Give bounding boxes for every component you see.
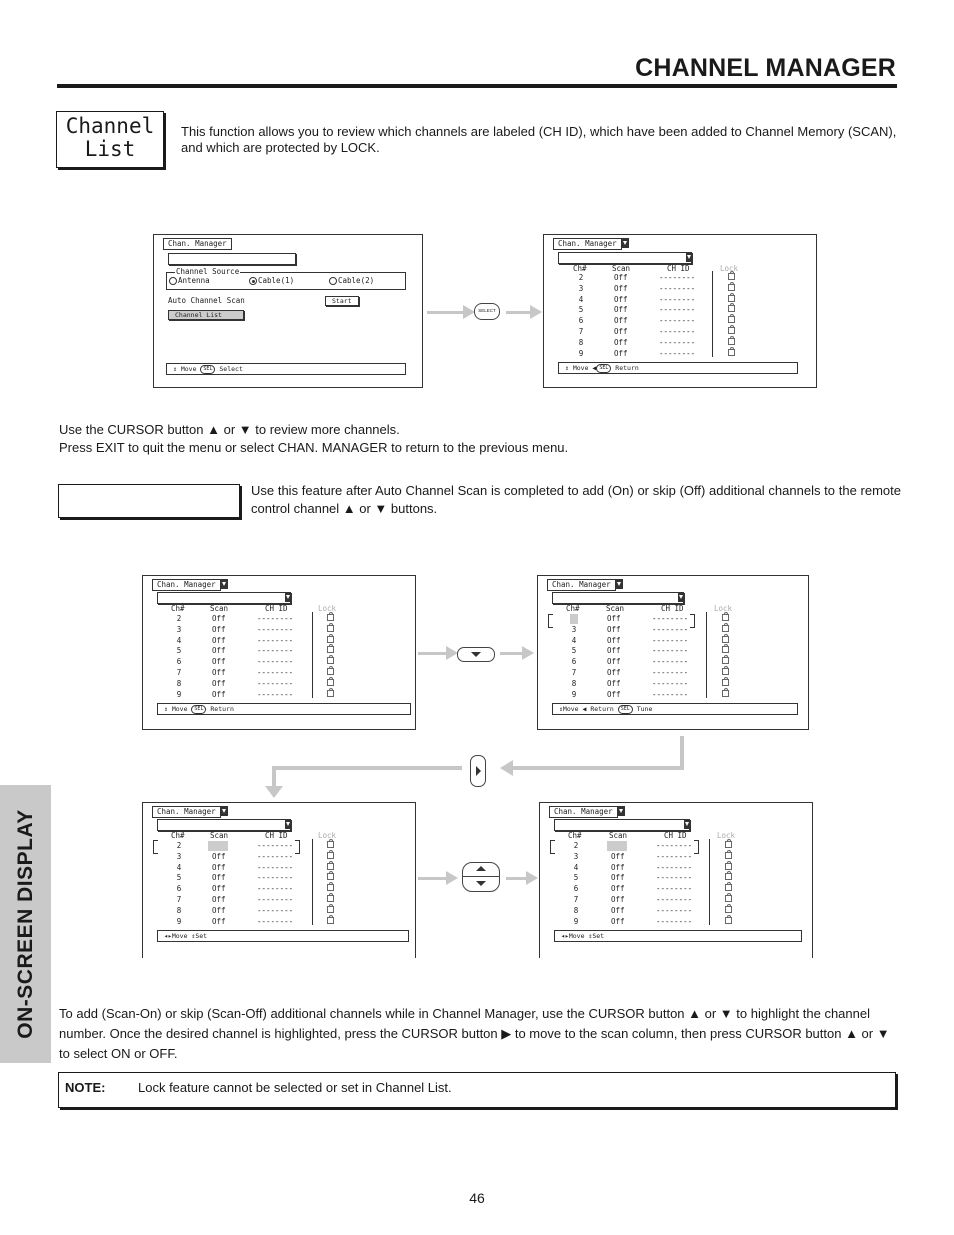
note-text: Lock feature cannot be selected or set in Channel List. [138,1080,452,1095]
channel-number: 9 [573,916,579,926]
channel-row[interactable] [552,679,792,690]
chid-value: -------- [257,614,294,623]
osd-title: Chan. Manager [152,806,221,818]
osd-submenu-bar [554,819,690,831]
chid-value: -------- [652,646,689,656]
osd-submenu-bar [157,592,291,604]
chid-value: -------- [652,667,689,677]
lock-icon [327,636,334,643]
channel-number: 5 [176,646,182,656]
chid-value: -------- [656,894,693,904]
leftright-icon: ◂▸ [164,932,172,940]
lock-icon [327,668,334,675]
channel-number: 7 [573,894,579,904]
channel-row[interactable] [552,614,792,625]
osd-footer: ⇕Move ◀ Return SEL Tune [552,703,798,715]
flow-arrow-right [418,877,448,880]
channel-row[interactable] [554,863,794,874]
channel-row[interactable] [157,873,397,884]
lock-icon [327,917,334,924]
channel-number: 7 [176,894,182,904]
channel-number: 6 [573,884,579,894]
channel-row[interactable] [558,305,798,316]
chid-value: -------- [659,283,696,293]
channel-number [570,614,578,624]
lock-icon [725,884,732,891]
channel-number: 6 [176,657,182,667]
lock-icon [728,284,735,291]
chid-value: -------- [257,862,294,872]
sel-icon: SEL [200,365,215,374]
lock-icon [725,906,732,913]
channel-number: 2 [176,614,182,623]
channel-row[interactable] [554,841,794,852]
sel-icon: SEL [618,705,633,714]
flow-arrow-down [265,786,283,798]
side-tab [0,785,51,1063]
osd-table-header: Ch# Scan CH ID Lock [573,264,739,273]
auto-channel-scan-label: Auto Channel Scan [168,296,245,305]
scan-value: Off [607,678,621,688]
lock-icon [722,668,729,675]
lock-icon [327,863,334,870]
scan-value: Off [212,646,226,656]
chid-value: -------- [659,348,696,358]
osd-screen-scan-select [142,802,416,958]
updown-icon: ⇕ [565,364,569,372]
chid-value: -------- [257,689,294,699]
channel-row[interactable] [558,338,798,349]
channel-number: 4 [571,635,577,645]
channel-number: 6 [571,657,577,667]
channel-row[interactable] [157,668,397,679]
scan-value: Off [611,873,625,883]
updown-icon: ⇕ [191,932,196,940]
osd-footer: ⇕ Move SEL Return [157,703,411,715]
scan-value: Off [611,916,625,926]
chid-value: -------- [257,916,294,926]
cursor-note-line1: Use the CURSOR button ▲ or ▼ to review more channels. [59,422,400,437]
osd-table-header: Ch# Scan CH ID Lock [568,831,736,840]
osd-submenu-bar [168,253,296,265]
chid-value: -------- [659,305,696,315]
channel-row[interactable] [157,917,397,928]
chid-value: -------- [656,841,693,850]
channel-row[interactable] [554,906,794,917]
lock-icon [327,646,334,653]
scan-value: Off [607,667,621,677]
cursor-instructions [59,421,909,457]
channel-row[interactable] [157,690,397,701]
channel-number: 2 [578,273,584,282]
channel-number: 3 [176,851,182,861]
lock-icon [728,273,735,280]
chid-value: -------- [659,316,696,326]
lock-icon [728,305,735,312]
channel-row[interactable] [157,863,397,874]
channel-row[interactable] [558,284,798,295]
channel-number: 4 [176,862,182,872]
radio-antenna[interactable] [169,277,177,285]
cursor-down-button-icon [457,647,495,662]
lock-icon [327,614,334,621]
channel-list-button[interactable]: Channel List [168,310,244,320]
lock-icon [722,614,729,621]
scan-value: Off [614,283,628,293]
updown-icon: ⇕ [588,932,593,940]
chid-value: -------- [257,678,294,688]
channel-row[interactable] [552,636,792,647]
channel-number: 6 [578,316,584,326]
osd-table-header: Ch# Scan CH ID Lock [171,604,337,613]
channel-number: 9 [571,689,577,699]
channel-number: 3 [571,624,577,634]
chid-value: -------- [652,678,689,688]
flow-arrow-right [506,877,528,880]
osd-submenu-bar [157,819,291,831]
flow-connector [680,736,684,768]
scan-value: Off [212,624,226,634]
scan-value: Off [614,337,628,347]
updown-icon: ⇕ [559,705,563,713]
lock-icon [725,852,732,859]
flow-arrow-right [500,652,524,655]
chid-value: -------- [257,905,294,915]
section-channel-list-label: Channel List [65,114,155,161]
osd-screen-channel-list-2 [142,575,416,730]
lock-icon [327,884,334,891]
channel-number: 8 [176,905,182,915]
start-button[interactable]: Start [325,296,359,306]
lock-icon [728,338,735,345]
channel-row[interactable] [552,625,792,636]
lock-icon [327,873,334,880]
scan-value: Off [607,624,621,634]
scan-value: Off [212,916,226,926]
osd-table-rows [552,614,792,700]
chid-value: -------- [659,294,696,304]
channel-number: 4 [578,294,584,304]
leftright-icon: ◂▸ [561,932,569,940]
channel-number: 8 [176,678,182,688]
osd-screen-channel-highlight [537,575,809,730]
channel-row[interactable] [157,906,397,917]
scan-value: Off [607,614,621,623]
lock-icon [327,841,334,848]
header-rule [57,84,897,88]
scan-value: Off [212,862,226,872]
left-arrow-icon: ◀ [592,364,597,372]
channel-number: 7 [571,667,577,677]
scan-value: Off [607,657,621,667]
channel-number: 2 [573,841,579,850]
channel-row[interactable] [558,273,798,284]
flow-connector [272,766,462,770]
scan-value: Off [212,635,226,645]
channel-number: 2 [176,841,182,850]
channel-row[interactable] [552,690,792,701]
osd-submenu-bar [558,252,692,264]
chid-value: -------- [656,884,693,894]
note-label: NOTE: [65,1080,106,1095]
osd-footer: ⇕ Move ◀ SEL Return [558,362,798,374]
chid-value: -------- [652,635,689,645]
chid-value: -------- [656,873,693,883]
lock-icon [327,657,334,664]
chid-value: -------- [257,667,294,677]
scan-value: Off [212,614,226,623]
lock-icon [725,873,732,880]
chid-value: -------- [656,905,693,915]
lock-icon [725,863,732,870]
chid-value: -------- [656,916,693,926]
osd-table-rows [554,841,794,927]
osd-footer: ◂▸Move ⇕Set [554,930,802,942]
updown-icon: ⇕ [173,365,177,373]
lock-icon [722,625,729,632]
osd-table-rows [157,614,397,700]
channel-row[interactable] [157,636,397,647]
scan-value: Off [212,689,226,699]
channel-source-group [166,267,406,290]
channel-row[interactable] [554,895,794,906]
scan-value: Off [614,294,628,304]
channel-source-label: Channel Source [176,267,240,276]
lock-icon [722,636,729,643]
flow-arrow-left [512,766,684,770]
scan-value: Off [212,905,226,915]
flow-connector [272,766,276,788]
chid-value: -------- [257,657,294,667]
scan-value: Off [611,894,625,904]
osd-screen-scan-toggle [539,802,813,958]
option-cable1[interactable]: Cable(1) [249,276,294,285]
chid-value: -------- [257,624,294,634]
lock-icon [722,657,729,664]
radio-cable1[interactable] [249,277,257,285]
flow-arrow-right [427,311,465,314]
chid-value: -------- [257,894,294,904]
section-channel-list-description: This function allows you to review which channels are labeled (CH ID), which have been added to Channel Memory (SCAN), and which are protected by LOCK. [181,124,897,155]
channel-number: 8 [573,905,579,915]
chid-value: -------- [257,635,294,645]
channel-row[interactable] [558,327,798,338]
lock-icon [728,327,735,334]
flow-arrow-right [418,652,448,655]
channel-row[interactable] [554,873,794,884]
scan-value: Off [212,894,226,904]
chid-value: -------- [656,851,693,861]
channel-row[interactable] [157,841,397,852]
cursor-note-line2: Press EXIT to quit the menu or select CHAN. MANAGER to return to the previous menu. [59,440,569,455]
scan-value: Off [614,348,628,358]
sel-icon: SEL [191,705,206,714]
osd-table-rows [558,273,798,359]
scan-value: Off [611,851,625,861]
channel-row[interactable] [157,679,397,690]
lock-icon [327,625,334,632]
channel-number: 4 [573,862,579,872]
osd-title: Chan. Manager [152,579,221,591]
radio-cable2[interactable] [329,277,337,285]
scan-value: Off [611,884,625,894]
chid-value: -------- [257,646,294,656]
channel-number: 5 [176,873,182,883]
scan-value [607,841,627,851]
chid-value: -------- [656,862,693,872]
channel-number: 3 [176,624,182,634]
channel-number: 7 [176,667,182,677]
chid-value: -------- [659,273,696,282]
osd-title: Chan. Manager [163,238,232,250]
scan-value: Off [607,689,621,699]
channel-row[interactable] [558,295,798,306]
scan-value: Off [212,884,226,894]
channel-row[interactable] [554,884,794,895]
lock-icon [327,906,334,913]
lock-icon [722,646,729,653]
osd-table-header: Ch# Scan CH ID Lock [171,831,337,840]
channel-row[interactable] [157,614,397,625]
note-box [58,1072,896,1108]
chid-value: -------- [257,841,294,850]
osd-screen-chan-manager-main [153,234,423,388]
select-button-icon: SELECT [474,303,500,320]
lock-icon [728,349,735,356]
lock-icon [725,895,732,902]
channel-number: 3 [578,283,584,293]
channel-row[interactable] [157,646,397,657]
cursor-updown-button-icon [462,862,500,892]
cursor-right-button-icon [470,755,486,787]
channel-row[interactable] [552,646,792,657]
lock-icon [725,917,732,924]
channel-number: 8 [578,337,584,347]
lock-icon [327,690,334,697]
channel-row[interactable] [157,895,397,906]
chid-value: -------- [257,884,294,894]
lock-icon [722,690,729,697]
page-title: CHANNEL MANAGER [635,54,896,82]
channel-number: 9 [578,348,584,358]
chid-value: -------- [257,851,294,861]
channel-number: 6 [176,884,182,894]
scan-value: Off [614,305,628,315]
scan-value: Off [611,862,625,872]
lock-icon [722,679,729,686]
option-cable2[interactable]: Cable(2) [329,276,374,285]
channel-number: 5 [573,873,579,883]
scan-instructions: To add (Scan-On) or skip (Scan-Off) additional channels while in Channel Manager, use the CURSOR button ▲ or ▼ to highlight the channel number. Once the desired channel is highlighted, press the CURSOR button ▶ to move to the scan column, then press CURSOR button ▲ or ▼ to select ON or OFF. [59,1006,890,1061]
updown-icon: ⇕ [164,705,168,713]
lock-icon [728,316,735,323]
osd-title: Chan. Manager [553,238,622,250]
channel-number: 9 [176,916,182,926]
channel-row[interactable] [554,917,794,928]
chid-value: -------- [652,624,689,634]
osd-title: Chan. Manager [547,579,616,591]
channel-row[interactable] [552,668,792,679]
chid-value: -------- [652,689,689,699]
channel-row[interactable] [558,316,798,327]
scan-value: Off [212,657,226,667]
channel-number: 5 [578,305,584,315]
scan-value: Off [212,851,226,861]
channel-number: 4 [176,635,182,645]
osd-footer: ◂▸Move ⇕Set [157,930,409,942]
channel-row[interactable] [157,852,397,863]
scan-value: Off [212,678,226,688]
scan-value: Off [614,316,628,326]
chid-value: -------- [257,873,294,883]
channel-number: 9 [176,689,182,699]
scan-value: Off [614,326,628,336]
osd-submenu-bar [552,592,684,604]
chid-value: -------- [659,326,696,336]
scan-value: Off [212,873,226,883]
lock-icon [327,679,334,686]
osd-title: Chan. Manager [549,806,618,818]
channel-row[interactable] [157,884,397,895]
scan-value: Off [611,905,625,915]
lock-icon [327,852,334,859]
scan-value [208,841,228,851]
scan-value: Off [607,646,621,656]
section-channel-list-box [56,111,164,168]
osd-table-rows [157,841,397,927]
flow-arrow-right [506,311,532,314]
lock-icon [728,295,735,302]
lock-icon [327,895,334,902]
channel-number: 3 [573,851,579,861]
scan-value: Off [614,273,628,282]
channel-row[interactable] [157,657,397,668]
channel-number: 8 [571,678,577,688]
channel-row[interactable] [552,657,792,668]
sel-icon: SEL [596,364,611,373]
chid-value: -------- [652,614,689,623]
osd-table-header: Ch# Scan CH ID Lock [566,604,733,613]
lock-icon [725,841,732,848]
osd-screen-channel-list [543,234,817,388]
left-arrow-icon: ◀ [582,705,587,713]
side-tab-label: ON-SCREEN DISPLAY [13,809,37,1039]
scan-value: Off [607,635,621,645]
chid-value: -------- [652,657,689,667]
channel-row[interactable] [554,852,794,863]
channel-row[interactable] [157,625,397,636]
section-channel-scan-box [58,484,240,518]
channel-number: 5 [571,646,577,656]
channel-row[interactable] [558,349,798,360]
page-number: 46 [469,1190,485,1206]
channel-number: 7 [578,326,584,336]
section-channel-scan-description: Use this feature after Auto Channel Scan is completed to add (On) or skip (Off) additional channels to the remote control channel ▲ or ▼ buttons. [251,483,901,516]
chid-value: -------- [659,337,696,347]
scan-value: Off [212,667,226,677]
osd-footer: ⇕ Move SEL Select [166,363,406,375]
option-antenna[interactable]: Antenna [169,276,210,285]
